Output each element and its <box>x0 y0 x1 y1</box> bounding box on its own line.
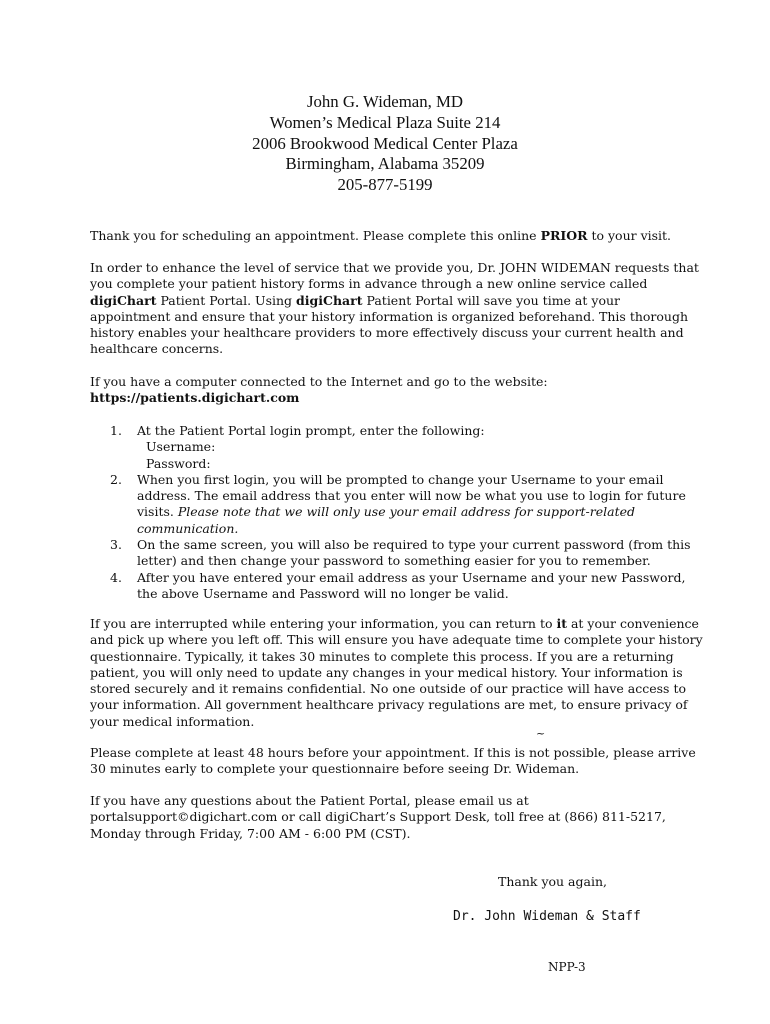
letterhead <box>0 92 770 196</box>
website-paragraph <box>90 374 690 407</box>
para4-line: and pick up where you left off. This will ensure you have adequate time to complete your history <box>90 632 703 648</box>
instructions-list <box>110 423 690 602</box>
list-item <box>110 570 690 603</box>
prior-emphasis: PRIOR <box>540 228 588 243</box>
step-text: After you have entered your email address as your Username and your new Password, <box>137 569 686 585</box>
list-item <box>110 423 690 472</box>
list-number: 1. <box>110 423 122 438</box>
para4-text-end: at your convenience <box>567 616 699 631</box>
intro-text-end: to your visit. <box>587 228 672 243</box>
list-number: 2. <box>110 471 122 487</box>
timing-paragraph <box>90 745 696 778</box>
para5-line: 30 minutes early to complete your questionnaire before seeing Dr. Wideman. <box>90 761 580 777</box>
portal-url-link[interactable]: https://patients.digichart.com <box>90 390 300 406</box>
para4-line: patient, you will only need to update any changes in your medical history. Your information is <box>90 664 683 680</box>
it-emphasis: it <box>556 616 567 631</box>
step-text: address. The email address that you enter will now be what you use to login for future <box>137 488 686 504</box>
para4-line: questionnaire. Typically, it takes 30 minutes to complete this process. If you are a returning <box>90 648 674 664</box>
signature: Dr. John Wideman & Staff <box>453 909 641 924</box>
para4-text: If you are interrupted while entering your information, you can return to <box>90 616 557 631</box>
interruption-paragraph <box>90 616 703 730</box>
para4-line: your medical information. <box>90 713 255 729</box>
list-item <box>110 472 690 537</box>
step-text: visits. <box>137 504 178 520</box>
para2-line: you complete your patient history forms in advance through a new online service called <box>90 276 648 292</box>
email-note-end: communication. <box>137 520 239 536</box>
office-suite: Women’s Medical Plaza Suite 214 <box>269 112 501 132</box>
digichart-brand: digiChart <box>90 292 157 308</box>
closing-thanks: Thank you again, <box>498 874 607 889</box>
step-text: At the Patient Portal login prompt, enter the following: <box>137 423 485 438</box>
website-intro: If you have a computer connected to the Internet and go to the website: <box>90 374 548 389</box>
para2-line-end: Patient Portal will save you time at your <box>362 292 620 308</box>
para2-line-mid: Patient Portal. Using <box>156 292 297 308</box>
doctor-name: John G. Wideman, MD <box>306 92 464 111</box>
form-code: NPP-3 <box>548 960 586 974</box>
para6-line: Monday through Friday, 7:00 AM - 6:00 PM (CST). <box>90 825 411 841</box>
password-label: Password: <box>146 455 211 471</box>
para2-line: history enables your healthcare providers to more effectively discuss your current health and <box>90 325 684 341</box>
para5-line: Please complete at least 48 hours before your appointment. If this is not possible, please arrive <box>90 745 696 760</box>
step-text: letter) and then change your password to something easier for you to remember. <box>137 553 651 569</box>
list-item <box>110 537 690 570</box>
username-label: Username: <box>146 439 216 455</box>
street-address: 2006 Brookwood Medical Center Plaza <box>252 133 518 153</box>
intro-text: Thank you for scheduling an appointment. Please complete this online <box>90 228 541 243</box>
support-paragraph <box>90 793 690 842</box>
step-text: the above Username and Password will no longer be valid. <box>137 585 509 601</box>
phone-number: 205-877-5199 <box>337 175 433 195</box>
email-note: Please note that we will only use your email address for support-related <box>177 504 636 520</box>
para4-line: your information. All government healthcare privacy regulations are met, to ensure privacy of <box>90 697 688 713</box>
para4-line: stored securely and it remains confidential. No one outside of our practice will have access to <box>90 681 686 697</box>
list-number: 3. <box>110 537 122 553</box>
para2-line: appointment and ensure that your history information is organized beforehand. This thorough <box>90 308 689 324</box>
para2-line: healthcare concerns. <box>90 341 224 357</box>
city-state-zip: Birmingham, Alabama 35209 <box>285 154 485 174</box>
step-text: When you first login, you will be prompted to change your Username to your email <box>137 471 664 487</box>
intro-paragraph <box>90 228 690 244</box>
digichart-brand: digiChart <box>296 292 363 308</box>
support-contact-line: portalsupport©digichart.com or call digiChart’s Support Desk, toll free at (866) 811-5217, <box>90 809 666 825</box>
list-number: 4. <box>110 569 122 585</box>
tilde-mark: ~ <box>536 727 546 740</box>
para6-line: If you have any questions about the Patient Portal, please email us at <box>90 793 529 808</box>
step-text: On the same screen, you will also be required to type your current password (from this <box>137 537 691 553</box>
para2-line: In order to enhance the level of service that we provide you, Dr. JOHN WIDEMAN requests that <box>90 260 699 275</box>
portal-description-paragraph <box>90 260 699 358</box>
